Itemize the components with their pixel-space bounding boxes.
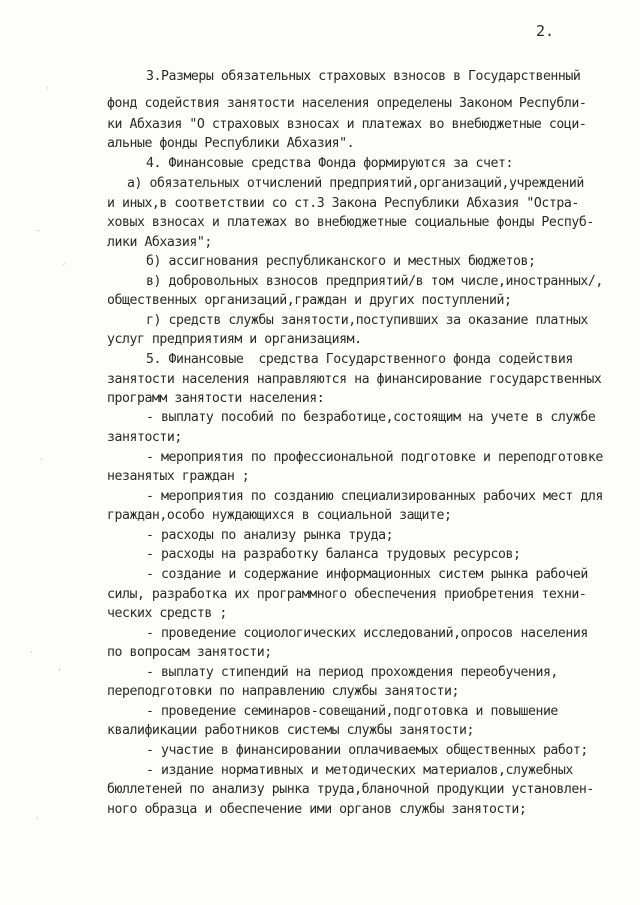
text-line: бюллетеней по анализу рынка труда,бланочной продукции установлен- bbox=[107, 782, 594, 797]
text-line: 4. Финансовые средства Фонда формируются за счет: bbox=[146, 156, 513, 171]
text-line: фонд содействия занятости населения определены Законом Республи- bbox=[107, 96, 587, 111]
text-line: ховых взносах и платежах во внебюджетные социальные фонды Респуб- bbox=[107, 215, 594, 230]
text-line: и иных,в соответствии со ст.3 Закона Республики Абхазия "Остра- bbox=[107, 196, 579, 211]
text-line: - издание нормативных и методических материалов,служебных bbox=[146, 763, 573, 778]
text-line: - проведение семинаров-совещаний,подготовка и повышение bbox=[146, 704, 558, 719]
text-line: программ занятости населения: bbox=[107, 391, 325, 406]
text-line: по вопросам занятости; bbox=[107, 645, 272, 660]
text-line: - расходы по анализу рынка труда; bbox=[146, 528, 394, 543]
text-line: ного образца и обеспечение ими органов службы занятости; bbox=[107, 802, 527, 817]
text-line: - участие в финансировании оплачиваемых общественных работ; bbox=[146, 743, 588, 758]
text-line: б) ассигнования республиканского и местных бюджетов; bbox=[146, 254, 536, 269]
text-line: а) обязательных отчислений предприятий,организаций,учреждений bbox=[127, 176, 584, 191]
document-page: ꜝ ˉ ⸝ ˌ · ʻ ˒ 2. 3.Размеры обязательных страховых взносов в Государственный фонд содействия занятости населения определены Законом Республи- ки Абхазия "О страховых взносах и платежах во внебюджетные соци- альные фонды Республики Абхазия". 4. Финансовые средства Фонда формируются за счет: а) обязательных отчислений предприятий,организаций,учреждений и иных,в соответствии со ст.3 Закона Республики Абхазия "Остра- ховых взносах и платежах во внебюджетные социальные фонды Респуб- лики Абхазия"; б) ассигнования республиканского и местных бюджетов; в) добровольных взносов предприятий/в том числе,иностранных/, общественных организаций,граждан и других поступлений; г) средств службы занятости,поступивших за оказание платных услуг предприятиям и организациям. 5. Финансовые средства Государственного фонда содействия занятости населения направляются на финансирование государственных программ занятости населения: - выплату пособий по безработице,состоящим на учете в службе занятости; - мероприятия по профессиональной подготовке и переподготовке незанятых граждан ; - мероприятия по созданию специализированных рабочих мест для граждан,особо нуждающихся в социальной защите; - расходы по анализу рынка труда; - расходы на разработку баланса трудовых ресурсов; - создание и содержание информационных систем рынка рабочей силы, разработка их программного обеспечения приобретения техни- ческих средств ; - проведение социологических исследований,опросов населения по вопросам занятости; - выплату стипендий на период прохождения переобучения, переподготовки по направлению службы занятости; - проведение семинаров-совещаний,подготовка и повышение квалификации работников системы службы занятости; - участие в финансировании оплачиваемых общественных работ; - издание нормативных и методических материалов,служебных бюллетеней по анализу рынка труда,бланочной продукции установлен- ного образца и обеспечение ими органов службы занятости; bbox=[0, 0, 640, 905]
text-line: - мероприятия по созданию специализированных рабочих мест для bbox=[146, 489, 603, 504]
text-line: занятости; bbox=[107, 430, 182, 445]
text-line: ческих средств ; bbox=[107, 606, 227, 621]
text-line: ки Абхазия "О страховых взносах и платежах во внебюджетные соци- bbox=[107, 117, 587, 132]
page-number: 2. bbox=[536, 22, 555, 40]
text-line: г) средств службы занятости,поступивших за оказание платных bbox=[146, 313, 588, 328]
text-line: услуг предприятиям и организациям. bbox=[107, 332, 362, 347]
text-line: в) добровольных взносов предприятий/в том числе,иностранных/, bbox=[146, 274, 603, 289]
text-line: незанятых граждан ; bbox=[107, 469, 250, 484]
text-line: лики Абхазия"; bbox=[107, 235, 212, 250]
text-line: общественных организаций,граждан и других поступлений; bbox=[107, 293, 512, 308]
text-line: альные фонды Республики Абхазия". bbox=[107, 136, 355, 151]
text-line: 5. Финансовые средства Государственного фонда содействия bbox=[146, 352, 573, 367]
text-line: 3.Размеры обязательных страховых взносов в Государственный bbox=[146, 69, 581, 84]
text-line: - расходы на разработку баланса трудовых ресурсов; bbox=[146, 547, 521, 562]
text-line: - выплату пособий по безработице,состоящим на учете в службе bbox=[146, 410, 596, 425]
text-line: силы, разработка их программного обеспечения приобретения техни- bbox=[107, 587, 587, 602]
text-line: - выплату стипендий на период прохождения переобучения, bbox=[146, 665, 558, 680]
text-line: переподготовки по направлению службы занятости; bbox=[107, 684, 460, 699]
text-line: - проведение социологических исследований,опросов населения bbox=[146, 626, 588, 641]
text-line: граждан,особо нуждающихся в социальной защите; bbox=[107, 508, 452, 523]
text-line: - мероприятия по профессиональной подготовке и переподготовке bbox=[146, 450, 603, 465]
text-line: - создание и содержание информационных систем рынка рабочей bbox=[146, 567, 588, 582]
text-line: квалификации работников системы службы занятости; bbox=[107, 723, 474, 738]
text-line: занятости населения направляются на финансирование государственных bbox=[107, 372, 602, 387]
